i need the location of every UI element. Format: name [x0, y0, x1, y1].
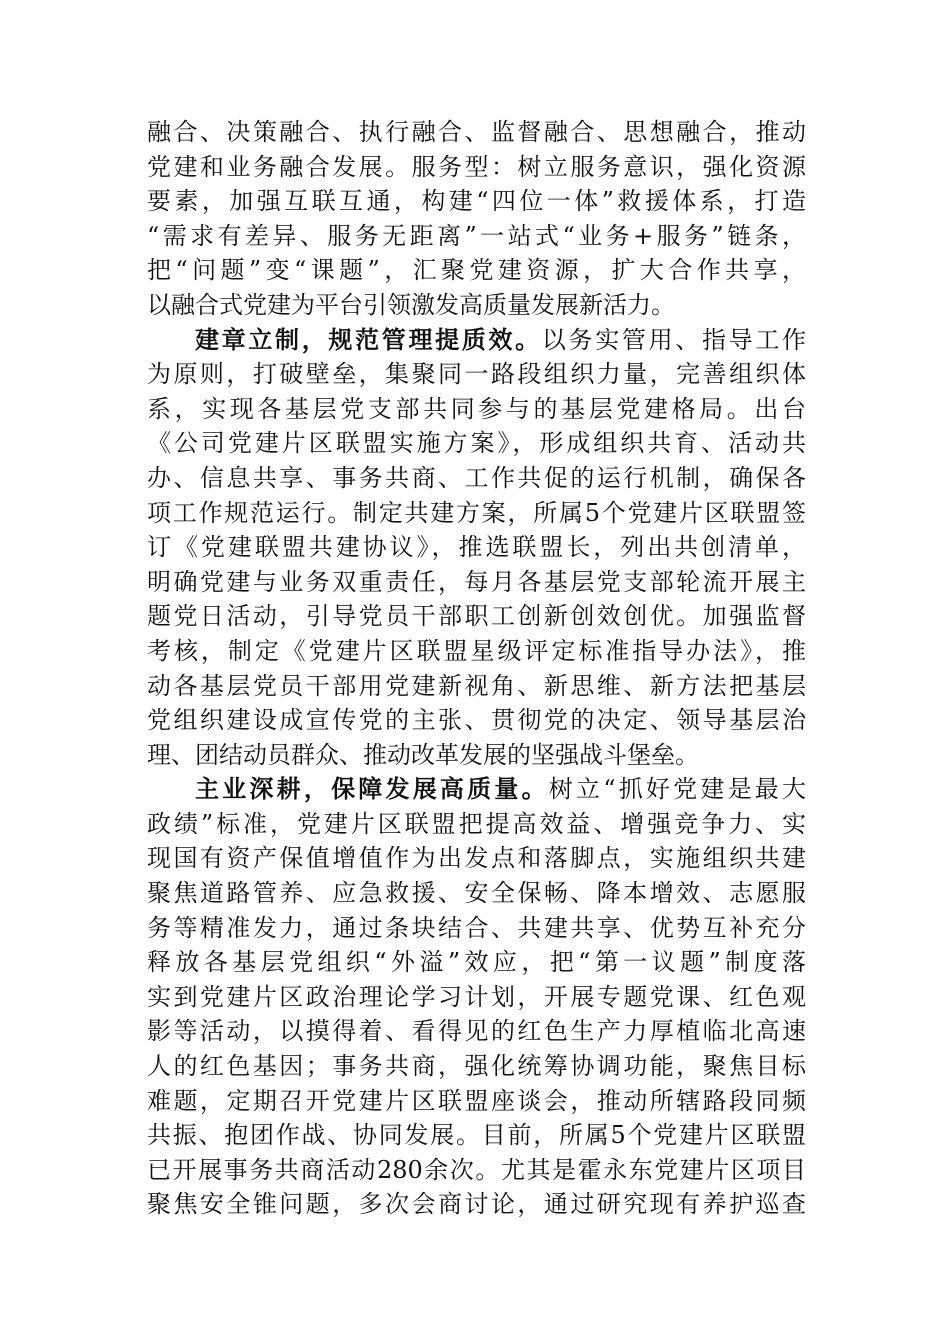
- text-line: 实到党建片区政治理论学习计划，开展专题党课、红色观: [147, 982, 806, 1011]
- text-line: 共振、抱团作战、协同发展。目前，所属5个党建片区联盟: [147, 1121, 806, 1150]
- text-line: 政绩”标准，党建片区联盟把提高效益、增强竞争力、实: [147, 809, 806, 838]
- text-line: 办、信息共享、事务共商、工作共促的运行机制，确保各: [147, 463, 806, 492]
- text-line: 把“问题”变“课题”，汇聚党建资源，扩大合作共享，: [147, 256, 806, 285]
- document-body: [147, 115, 806, 1222]
- paragraph-heading: 主业深耕，保障发展高质量。: [195, 774, 549, 804]
- text-run: 树立“抓好党建是最大: [548, 775, 806, 804]
- text-line: 融合、决策融合、执行融合、监督融合、思想融合，推动: [147, 118, 806, 146]
- text-line: 考核，制定《党建片区联盟星级评定标准指导办法》，推: [147, 636, 806, 665]
- paragraph-2: [147, 323, 806, 773]
- text-line: 党组织建设成宣传党的主张、贯彻党的决定、领导基层治: [147, 706, 806, 735]
- text-line: 聚焦安全锥问题，多次会商讨论，通过研究现有养护巡查: [147, 1190, 806, 1219]
- text-line: 订《党建联盟共建协议》，推选联盟长，列出共创清单，: [147, 533, 806, 562]
- text-line: 项工作规范运行。制定共建方案，所属5个党建片区联盟签: [147, 498, 806, 527]
- text-line: 党建和业务融合发展。服务型：树立服务意识，强化资源: [147, 152, 806, 181]
- text-line: 影等活动，以摸得着、看得见的红色生产力厚植临北高速: [147, 1017, 806, 1046]
- text-run: 以务实管用、指导工作: [541, 325, 807, 354]
- text-line: 难题，定期召开党建片区联盟座谈会，推动所辖路段同频: [147, 1086, 806, 1115]
- text-line: 要素，加强互联互通，构建“四位一体”救援体系，打造: [147, 187, 806, 216]
- text-line: 已开展事务共商活动280余次。尤其是霍永东党建片区项目: [147, 1155, 806, 1184]
- paragraph-1: [147, 115, 806, 323]
- text-line: 人的红色基因；事务共商，强化统筹协调功能，聚焦目标: [147, 1052, 806, 1081]
- text-line: 以融合式党建为平台引领激发高质量发展新活力。: [147, 290, 675, 319]
- text-line: [147, 323, 806, 358]
- text-line: 理、团结动员群众、推动改革发展的坚强战斗堡垒。: [147, 740, 699, 769]
- text-line: 为原则，打破壁垒，集聚同一路段组织力量，完善组织体: [147, 360, 806, 389]
- text-line: 释放各基层党组织“外溢”效应，把“第一议题”制度落: [147, 948, 806, 977]
- text-line: 聚焦道路管养、应急救援、安全保畅、降本增效、志愿服: [147, 879, 806, 908]
- text-line: 明确党建与业务双重责任，每月各基层党支部轮流开展主: [147, 567, 806, 596]
- paragraph-3: [147, 772, 806, 1222]
- text-line: 现国有资产保值增值作为出发点和落脚点，实施组织共建: [147, 844, 806, 873]
- text-line: 务等精准发力，通过条块结合、共建共享、优势互补充分: [147, 913, 806, 942]
- paragraph-heading: 建章立制，规范管理提质效。: [195, 324, 542, 354]
- text-line: 系，实现各基层党支部共同参与的基层党建格局。出台: [147, 394, 806, 423]
- text-line: [147, 772, 806, 807]
- text-line: 动各基层党员干部用党建新视角、新思维、新方法把基层: [147, 671, 806, 700]
- text-line: 《公司党建片区联盟实施方案》，形成组织共育、活动共: [147, 429, 806, 458]
- text-line: “需求有差异、服务无距离”一站式“业务+服务”链条，: [147, 221, 806, 250]
- text-line: 题党日活动，引导党员干部职工创新创效创优。加强监督: [147, 602, 806, 631]
